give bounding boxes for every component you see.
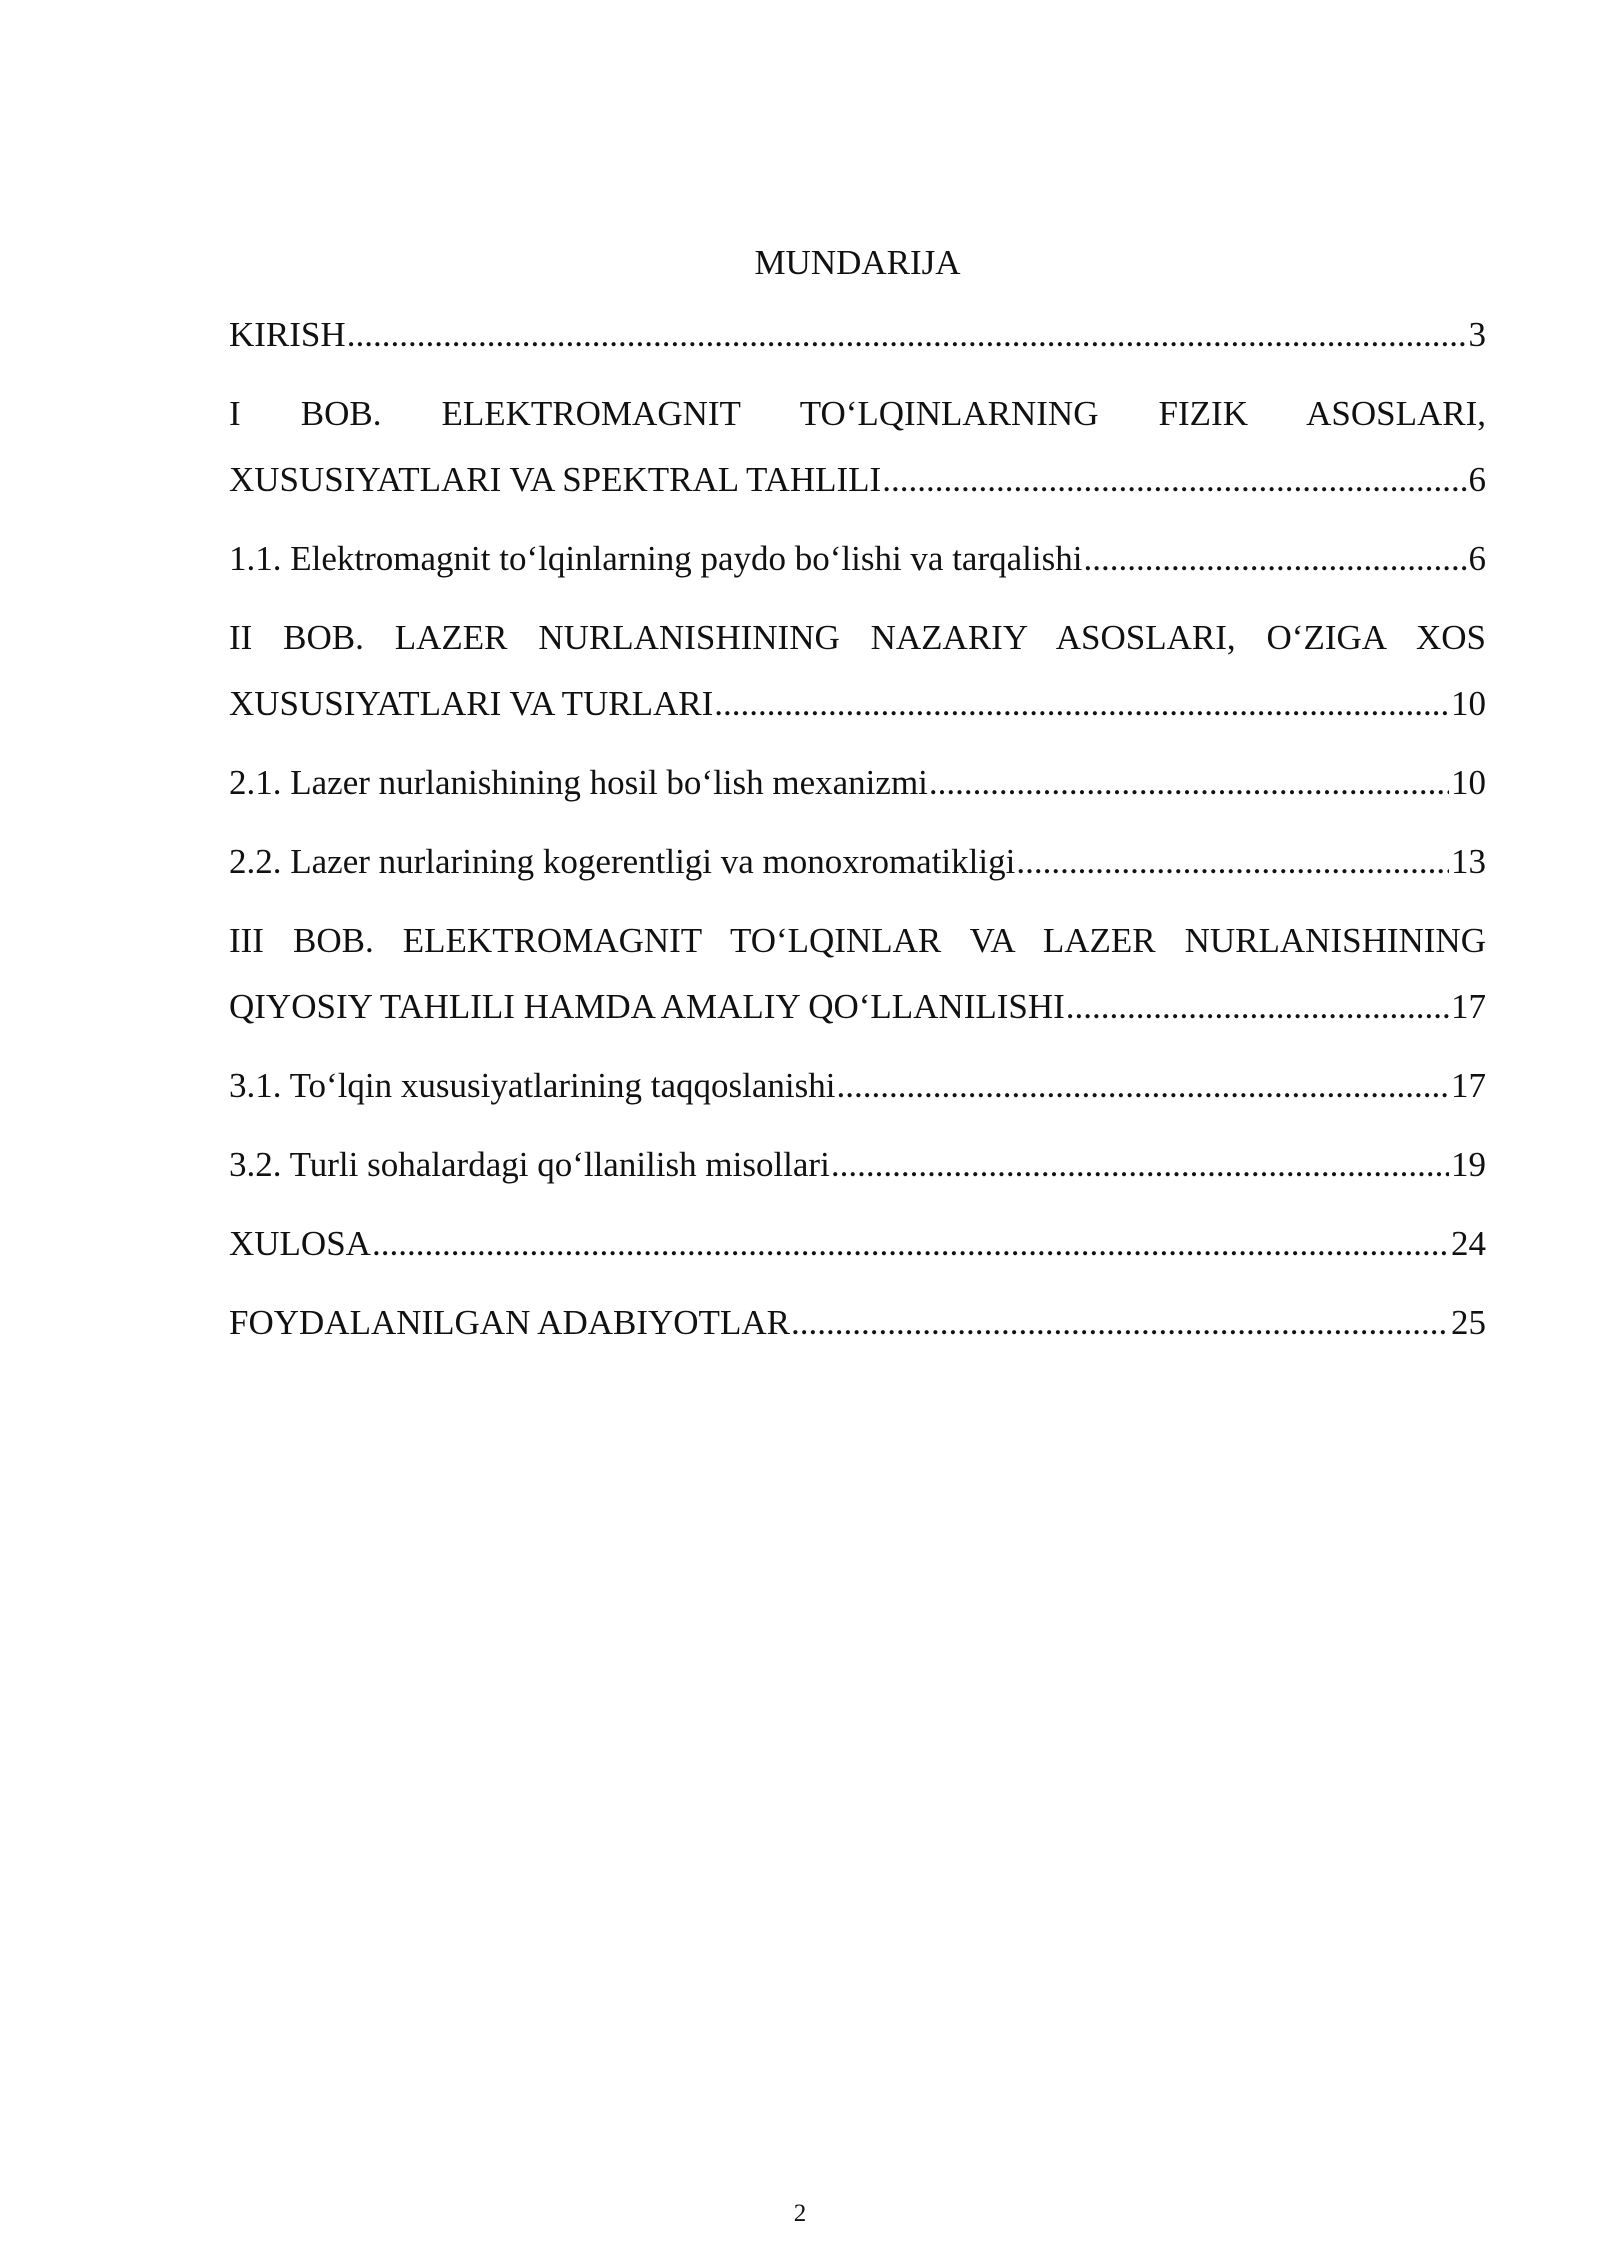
toc-page-number: 24 (1451, 1224, 1486, 1263)
toc-entry-chapter-3[interactable] (229, 908, 1486, 1040)
toc-page-number: 6 (1468, 460, 1486, 499)
toc-entry-text: XUSUSIYATLARI VA TURLARI (229, 684, 714, 723)
dot-leader (791, 1290, 1449, 1356)
dot-leader (1083, 526, 1466, 592)
dot-leader (372, 1211, 1449, 1277)
toc-entry-section-1-1[interactable] (229, 526, 1486, 592)
toc-page-number: 10 (1451, 763, 1486, 802)
toc-entry-section-3-1[interactable] (229, 1053, 1486, 1119)
toc-entry-text: I BOB. ELEKTROMAGNIT TO‘LQINLARNING FIZIK ASOSLARI, (229, 394, 1486, 433)
toc-title: MUNDARIJA (754, 243, 961, 282)
toc-entry-section-2-2[interactable] (229, 829, 1486, 895)
toc-entry-text: 1.1. Elektromagnit to‘lqinlarning paydo bo‘lishi va tarqalishi (229, 539, 1083, 578)
toc-entry-xulosa[interactable] (229, 1211, 1486, 1277)
toc-entry-text: FOYDALANILGAN ADABIYOTLAR (229, 1303, 790, 1342)
dot-leader (1066, 974, 1449, 1040)
toc-entry-text: QIYOSIY TAHLILI HAMDA AMALIY QO‘LLANILISHI (229, 987, 1065, 1026)
toc-entry-text: XUSUSIYATLARI VA SPEKTRAL TAHLILI (229, 460, 882, 499)
dot-leader (347, 302, 1467, 368)
dot-leader (882, 447, 1466, 513)
toc-entry-chapter-1[interactable] (229, 381, 1486, 513)
toc-page-number: 10 (1451, 684, 1486, 723)
toc-entry-text: 2.2. Lazer nurlarining kogerentligi va monoxromatikligi (229, 842, 1016, 881)
toc-entry-text: 2.1. Lazer nurlanishining hosil bo‘lish mexanizmi (229, 763, 928, 802)
toc-entry-section-3-2[interactable] (229, 1132, 1486, 1198)
toc-entry-chapter-2[interactable] (229, 605, 1486, 737)
dot-leader (714, 671, 1449, 737)
toc-entry-text: XULOSA (229, 1224, 371, 1263)
toc-page-number: 17 (1451, 987, 1486, 1026)
toc-entry-text: 3.2. Turli sohalardagi qo‘llanilish misollari (229, 1145, 830, 1184)
toc-page-number: 13 (1451, 842, 1486, 881)
toc-page-number: 17 (1451, 1066, 1486, 1105)
dot-leader (929, 750, 1449, 816)
table-of-contents (229, 236, 1486, 1369)
dot-leader (831, 1132, 1449, 1198)
toc-page-number: 19 (1451, 1145, 1486, 1184)
toc-page-number: 3 (1468, 315, 1486, 354)
toc-entry-text: KIRISH (229, 315, 346, 354)
dot-leader (1016, 829, 1449, 895)
toc-page-number: 25 (1451, 1303, 1486, 1342)
dot-leader (836, 1053, 1449, 1119)
toc-entry-kirish[interactable] (229, 302, 1486, 368)
page-number-footer: 2 (793, 2200, 807, 2227)
toc-entry-text: 3.1. To‘lqin xususiyatlarining taqqoslanishi (229, 1066, 836, 1105)
toc-entry-section-2-1[interactable] (229, 750, 1486, 816)
toc-page-number: 6 (1468, 539, 1486, 578)
toc-entry-text: III BOB. ELEKTROMAGNIT TO‘LQINLAR VA LAZER NURLANISHINING (229, 921, 1486, 960)
toc-entry-text: II BOB. LAZER NURLANISHINING NAZARIY ASOSLARI, O‘ZIGA XOS (229, 618, 1486, 657)
toc-entry-references[interactable] (229, 1290, 1486, 1356)
